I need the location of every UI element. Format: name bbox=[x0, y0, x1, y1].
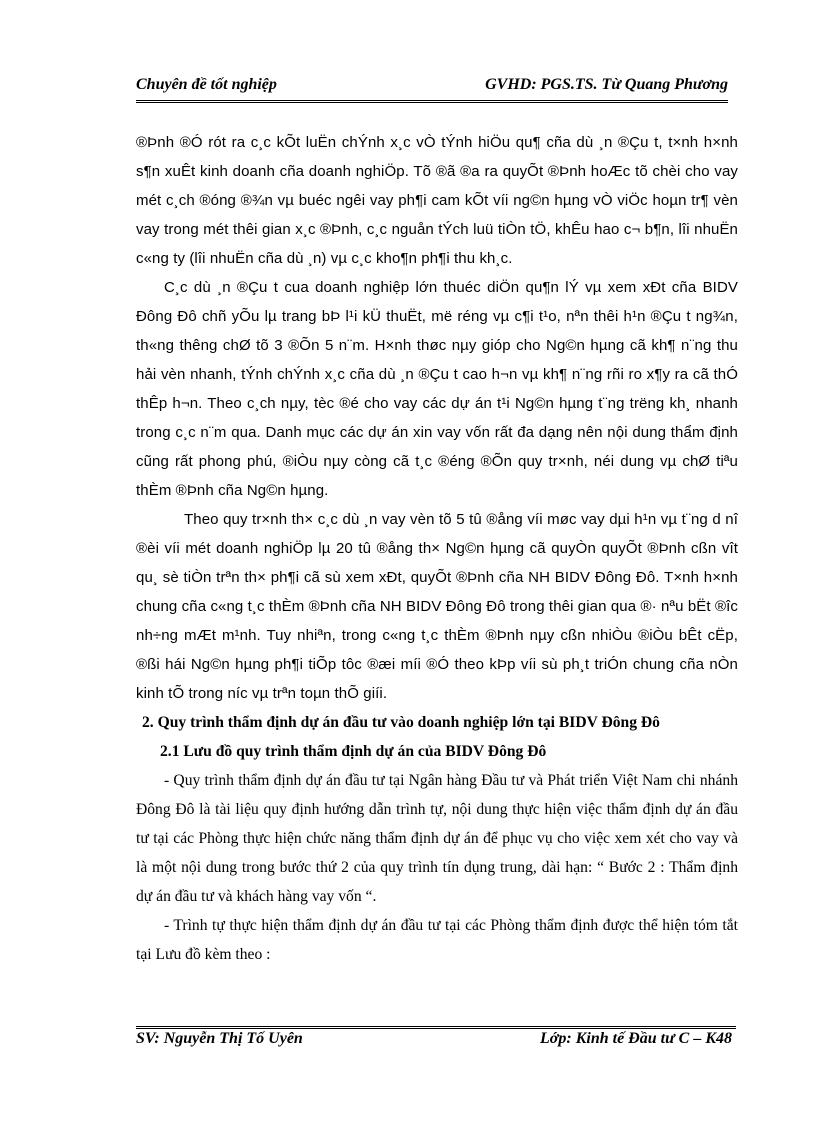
footer-student: SV: Nguyễn Thị Tố Uyên bbox=[136, 1030, 303, 1047]
paragraph-4: - Quy trình thẩm định dự án đầu tư tại Ngân hàng Đầu tư và Phát triển Việt Nam chi nhánh Đông Đô là tài liệu quy định hướng dẫn trình tự, nội dung thực hiện việc thẩm định dự án đầu tư tại các Phòng thực hiện chức năng thẩm định dự án để phục vụ cho việc xem xét cho vay và là một nội dung trong bước thứ 2 của quy trình tín dụng trung, dài hạn: “ Bước 2 : Thẩm định dự án đầu tư và khách hàng vay vốn “. bbox=[136, 772, 738, 905]
section-heading-2: 2. Quy trình thẩm định dự án đầu tư vào doanh nghiệp lớn tại BIDV Đông Đô bbox=[142, 714, 660, 731]
section-heading-2-1: 2.1 Lưu đồ quy trình thẩm định dự án của BIDV Đông Đô bbox=[160, 743, 547, 760]
paragraph-5: - Trình tự thực hiện thẩm định dự án đầu tư tại các Phòng thẩm định được thể hiện tóm tắt tại Lưu đồ kèm theo : bbox=[136, 917, 738, 963]
header-rule bbox=[136, 100, 728, 103]
header-supervisor: GVHD: PGS.TS. Từ Quang Phương bbox=[485, 76, 728, 93]
paragraph-2: C¸c dù ¸n ®Çu t cua doanh nghiệp lớn thuéc diÖn qu¶n lÝ vµ xem xÐt cña BIDV Đông Đô chñ yÕu lµ trang bÞ l¹i kÜ thuËt, më réng vµ c¶i t¹o, nªn thêi h¹n ®Çu t ng¾n, th«ng thêng chØ tõ 3 ®Õn 5 n¨m. H×nh thøc nµy gióp cho Ng©n hµng cã kh¶ n¨ng thu hải vèn nhanh, tÝnh chÝnh x¸c cña dù ¸n ®Çu t cao h¬n vµ kh¶ n¨ng rñi ro x¶y ra cã thÓ thÊp h¬n. Theo c¸ch nµy, tèc ®é cho vay các dự án t¹i Ng©n hµng t¨ng trëng kh¸ nhanh trong c¸c n¨m qua. Danh mục các dự án xin vay vốn rất đa dạng nên nội dung thẩm định cũng rất phong phú, ®iÒu nµy còng cã t¸c ®éng ®Õn quy tr×nh, néi dung vµ chØ tiªu thÈm ®Þnh cña Ng©n hµng. bbox=[136, 279, 738, 499]
header-thesis-title: Chuyên đề tốt nghiệp bbox=[136, 76, 277, 93]
paragraph-3: Theo quy tr×nh th× c¸c dù ¸n vay vèn tõ 5 tû ®ång víi møc vay dµi h¹n vµ t¨ng d nî ®èi víi mét doanh nghiÖp lµ 20 tû ®ång th× Ng©n hµng cã quyÒn quyÕt ®Þnh cßn vît qu¸ sè tiÒn trªn th× ph¶i cã sù xem xÐt, quyÕt ®Þnh cña NH BIDV Đông Đô. T×nh h×nh chung cña c«ng t¸c thÈm ®Þnh cña NH BIDV Đông Đô trong thêi gian qua ®· nªu bËt ®îc nh÷ng mÆt m¹nh. Tuy nhiªn, trong c«ng t¸c thÈm ®Þnh nµy cßn nhiÒu ®iÒu bÊt cËp, ®ßi hái Ng©n hµng ph¶i tiÕp tôc ®æi míi ®Ó theo kÞp víi sù ph¸t triÓn chung cña nÒn kinh tÕ trong níc vµ trªn toµn thÕ giíi. bbox=[136, 511, 738, 702]
footer-class: Lớp: Kinh tế Đầu tư C – K48 bbox=[540, 1030, 732, 1047]
document-body bbox=[136, 128, 738, 969]
page-footer bbox=[136, 1030, 732, 1054]
paragraph-1: ®Þnh ®Ó rót ra c¸c kÕt luËn chÝnh x¸c vÒ tÝnh hiÖu qu¶ cña dù ¸n ®Çu t, t×nh h×nh s¶n xuÊt kinh doanh cña doanh nghiÖp. Tõ ®ã ®a ra quyÕt ®Þnh hoÆc tõ chèi cho vay mét c¸ch ®óng ®¾n vµ buéc ngêi vay ph¶i cam kÕt víi ng©n hµng vÒ viÖc hoµn tr¶ vèn vay trong mét thêi gian x¸c ®Þnh, c¸c nguån tÝch luü tiÒn tÖ, khÊu hao c¬ b¶n, lîi nhuËn c«ng ty (lîi nhuËn cña dù ¸n) vµ c¸c kho¶n ph¶i thu kh¸c. bbox=[136, 134, 738, 267]
footer-rule bbox=[136, 1026, 736, 1029]
page-header bbox=[136, 76, 728, 100]
